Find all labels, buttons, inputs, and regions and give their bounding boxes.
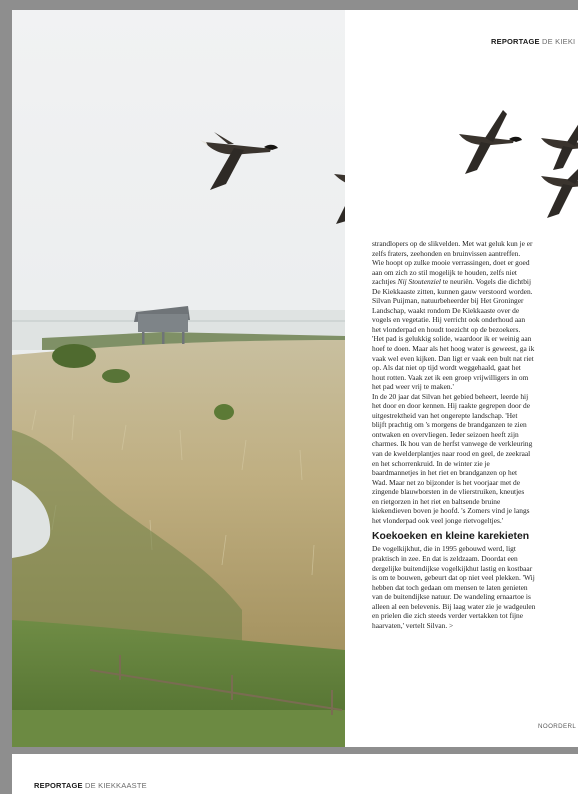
goose-icon: [334, 174, 345, 224]
text-line: Landschap, waakt rondom De Kiekkaaste over de: [372, 305, 520, 315]
text-line: strandlopers op de slikvelden. Met wat geluk kun je er: [372, 239, 533, 248]
running-head: [34, 781, 147, 790]
article-subheading: Koekoeken en kleine karekieten: [372, 531, 530, 543]
text-line: charmes. Ik hou van de herfst vanwege de verkleuring: [372, 439, 533, 449]
text-line: is om te bouwen, gebeurt dat op niet veel plekken. 'Wij: [372, 573, 535, 583]
text-line: hoef te doen. Maar als het hoog water is geweest, ga ik: [372, 344, 535, 354]
text-line: en het schorrenkruid. In de winter zie je: [372, 458, 490, 468]
text-segment: zachtjes: [372, 277, 398, 287]
text-line: 'Het pad is gelukkig solide, waardoor ik er weinig aan: [372, 334, 532, 344]
text-line: en prielen die zich steeds verder vertakken tot fijne: [372, 611, 524, 621]
text-line: van de kwelderplantjes naar rood en geel, de zeekraal: [372, 449, 531, 459]
text-line: zelfs fraters, zeehonden en bruinvissen aantreffen.: [372, 248, 521, 258]
goose-icon: [200, 132, 278, 190]
text-line: blijft prachtig om 's morgens de brandganzen te zien: [372, 420, 527, 430]
text-line: Wie hoopt op zulke mooie verrassingen, doet er goed: [372, 258, 530, 268]
photo-illustration: [12, 10, 345, 747]
text-line: hout rotten. Vaak zet ik een groep vrijwilligers in om: [372, 372, 529, 382]
text-line: en rietgorzen in het riet en baltsende bruine: [372, 496, 501, 506]
text-line: zingende blauwborsten in de vlierstruiken, kneutjes: [372, 487, 525, 497]
text-line: op. Als dat niet op tijd wordt weggehaald, gaat het: [372, 363, 521, 373]
text-line-italic: [372, 277, 578, 287]
place-label: DE KIEKKAASTE: [85, 781, 147, 790]
song-title: Nij Stoutenziel: [397, 277, 441, 287]
text-line: Wad. Maar net zo bijzonder is het voorjaar met de: [372, 477, 520, 487]
text-line: De vogelkijkhut, die in 1995 gebouwd werd, ligt: [372, 544, 516, 554]
article-body: [372, 239, 578, 630]
text-line: aan om zich zo stil mogelijk te houden, zelfs niet: [372, 267, 517, 277]
place-label: DE KIEKI: [542, 37, 576, 46]
text-line: het vlonderpad en houdt toezicht op de bezoekers.: [372, 324, 521, 334]
text-line: alleen al een belevenis. Bij laag water zie je wadgeulen: [372, 601, 536, 611]
section-label: REPORTAGE: [491, 37, 540, 46]
page-footer: NOORDERL: [538, 723, 577, 730]
text-line: praktisch in zee. En dat is zeldzaam. Doordat een: [372, 553, 518, 563]
text-line: vaak wel even kijken. Dan ligt er vaak een bult nat riet: [372, 353, 534, 363]
text-line: vogels en vegetatie. Hij verricht ook onderhoud aan: [372, 315, 526, 325]
next-page: [12, 754, 578, 794]
text-line: dergelijke buitendijkse vogelkijkhut lastig en kostbaar: [372, 563, 533, 573]
magazine-spread: [12, 10, 578, 747]
text-line: Silvan Puijman, natuurbeheerder bij Het Groninger: [372, 296, 524, 306]
text-line: uitgestrektheid van het ongerepte landschap. 'Het: [372, 410, 518, 420]
text-line: De Kiekkaaste zitten, kunnen gauw verstoord worden.: [372, 286, 533, 296]
landscape-photo: [12, 10, 345, 747]
goose-icon: [541, 120, 578, 170]
goose-icon: [541, 168, 578, 218]
text-line: ontwaken en overvliegen. Ieder seizoen heeft zijn: [372, 429, 519, 439]
text-segment: Vogels die dichtbij: [475, 277, 532, 287]
text-line: haarvaten,' vertelt Silvan. >: [372, 620, 454, 630]
goose-icon: [459, 110, 522, 174]
text-line: van de buitendijkse natuur. De wandeling ernaartoe is: [372, 592, 531, 602]
text-line: het pad weer vrij te maken.': [372, 382, 454, 392]
text-line: hebben dat toch gedaan om mensen te laten genieten: [372, 582, 528, 592]
text-segment: te neuriën.: [440, 277, 476, 287]
text-line: baardmannetjes in het riet en brandganzen op het: [372, 468, 518, 478]
text-line: het vlonderpad ook veel jonge rietvogeltjes.': [372, 515, 504, 525]
running-head: [491, 37, 575, 46]
section-label: REPORTAGE: [34, 781, 83, 790]
text-line: kiekendieven boven je hoofd. 's Zomers vind je langs: [372, 506, 530, 516]
text-line: het door en door kennen. Hij raakte gegrepen door de: [372, 401, 531, 411]
text-line: In de 20 jaar dat Silvan het gebied beheert, leerde hij: [372, 391, 529, 401]
text-page: [345, 10, 578, 747]
geese-flock: [345, 100, 578, 240]
